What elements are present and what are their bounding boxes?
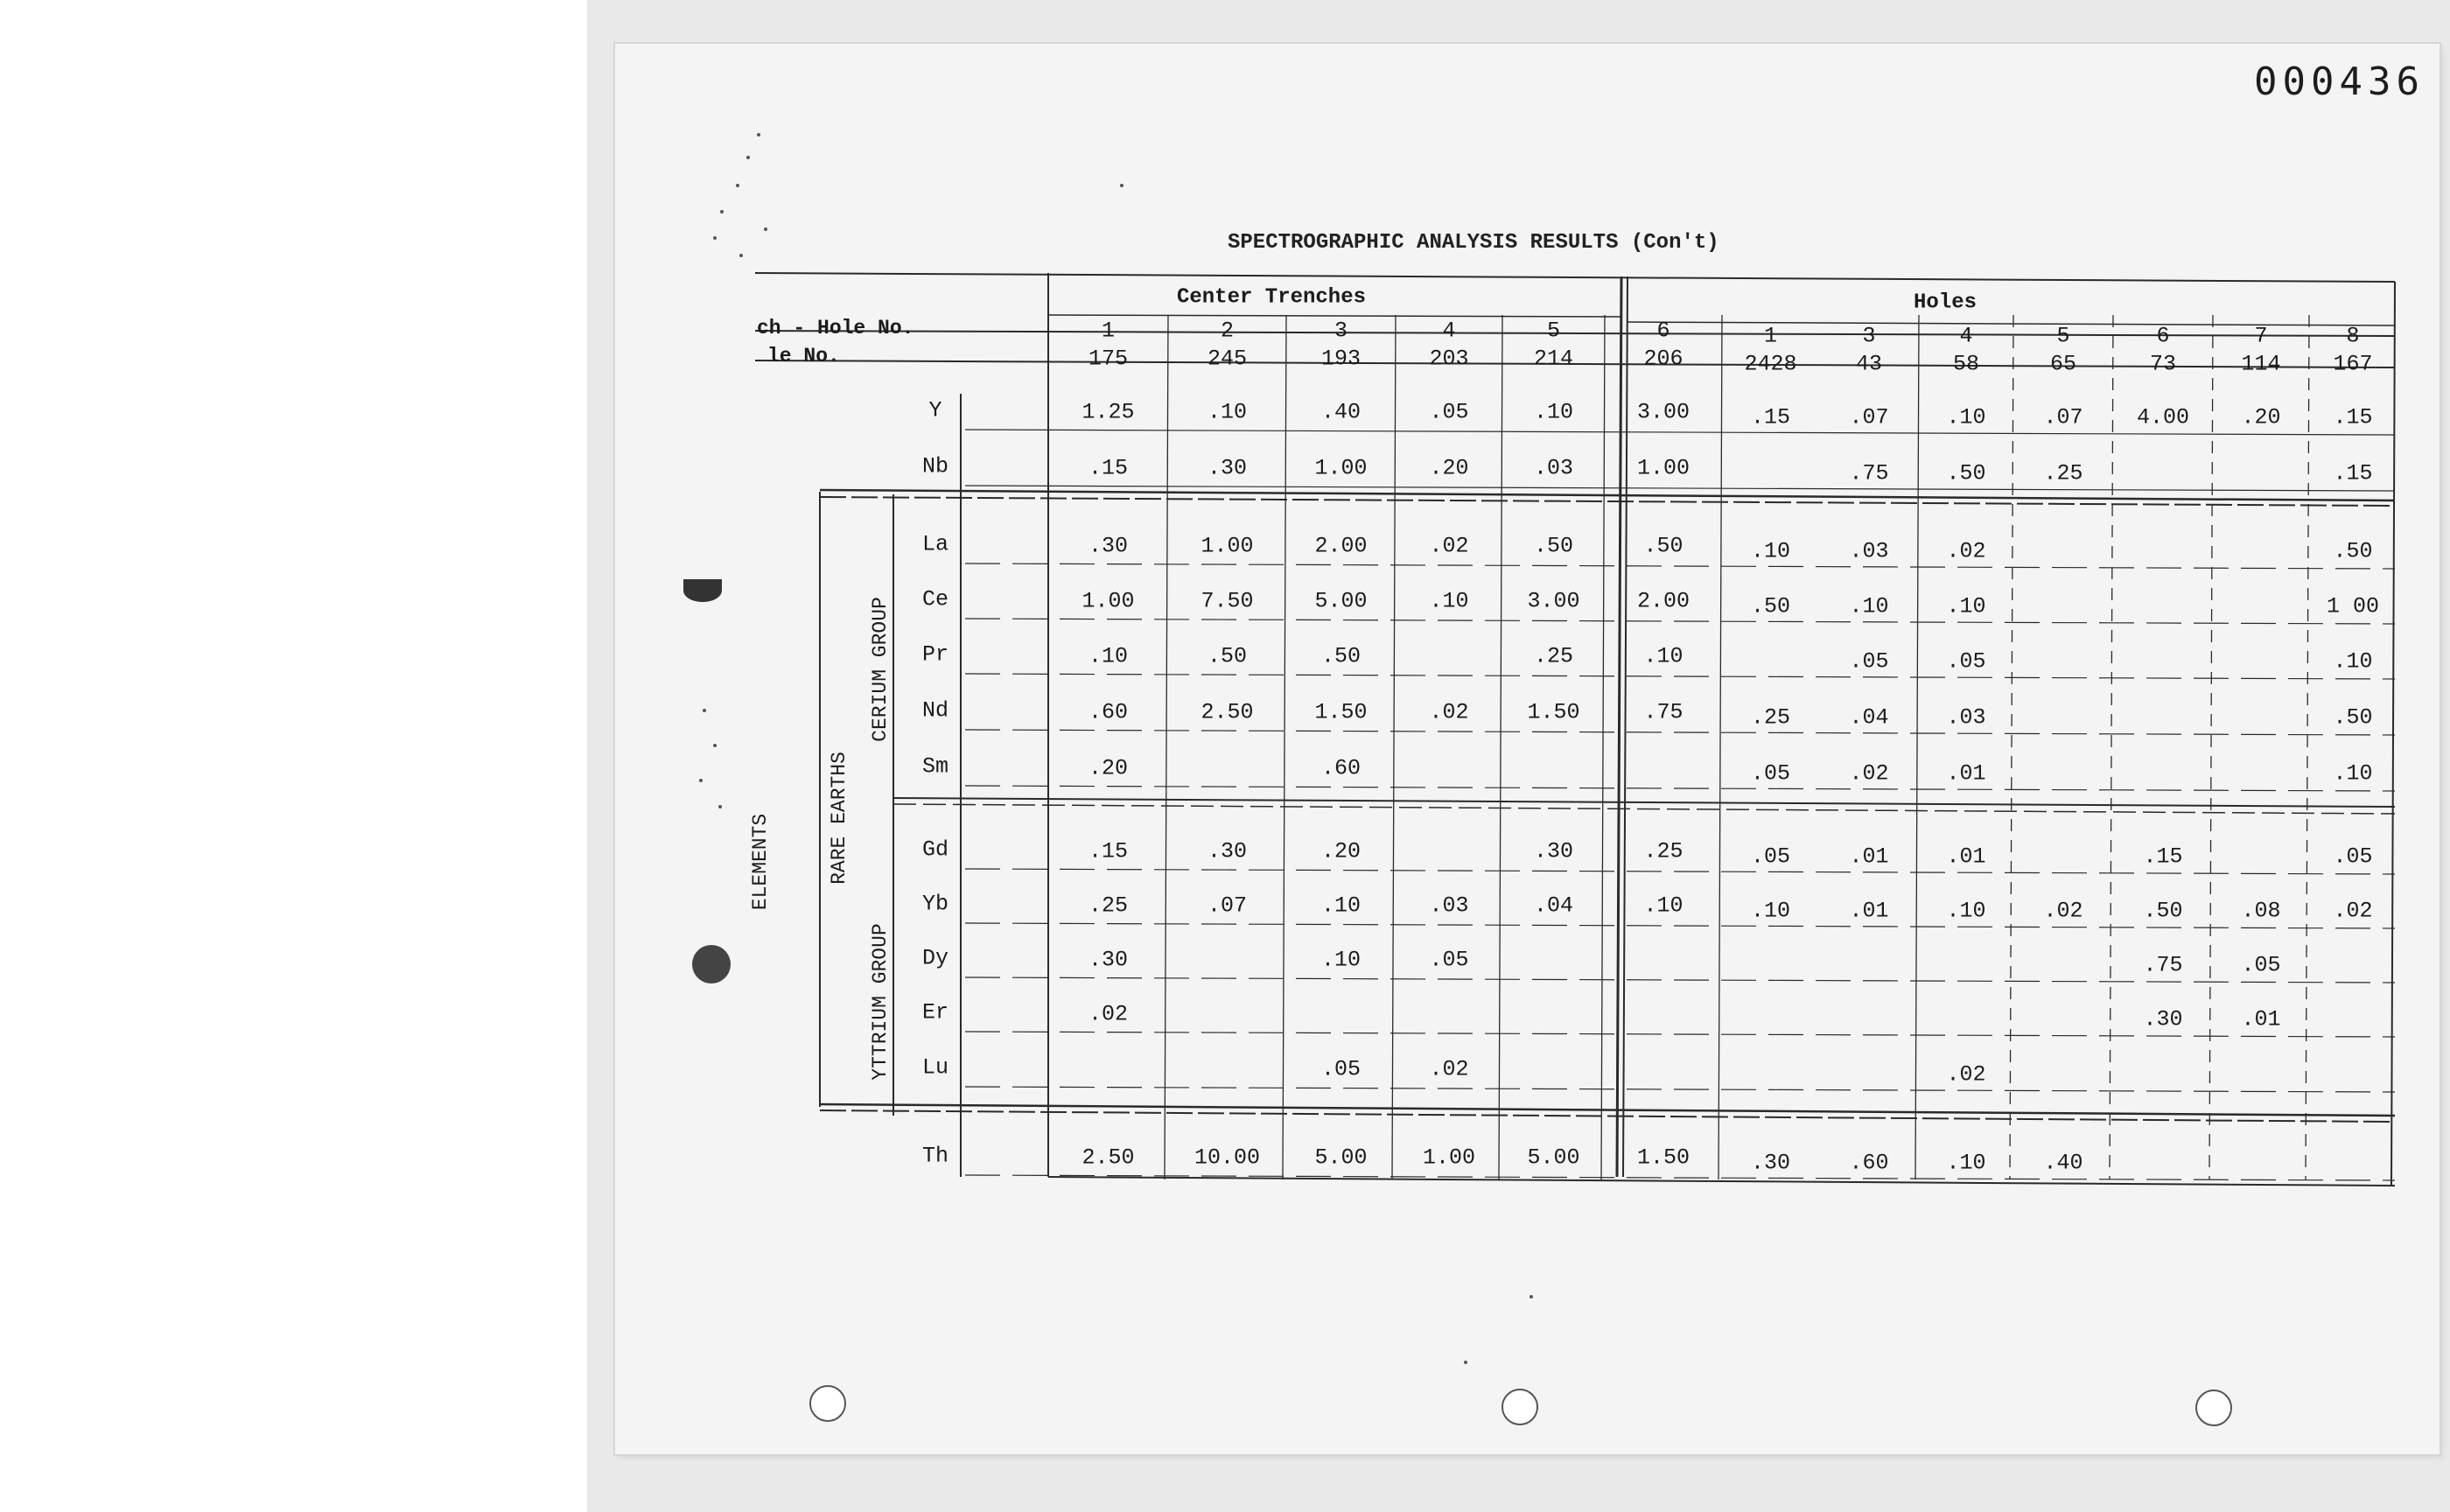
scan-speck xyxy=(1464,1361,1467,1364)
table-cell-value: .60 xyxy=(1088,699,1129,725)
column-number: 6 xyxy=(2156,323,2170,349)
table-cell-value: .10 xyxy=(1643,643,1684,669)
sample-number: 114 xyxy=(2241,351,2281,377)
column-number: 3 xyxy=(1862,323,1876,349)
table-cell-value: .10 xyxy=(1750,538,1791,564)
table-cell-value: .20 xyxy=(1320,838,1362,864)
group-divider-line xyxy=(1623,276,1628,1177)
table-cell-value: .30 xyxy=(1750,1150,1791,1176)
table-cell-value: .10 xyxy=(1946,898,1986,924)
sample-number: 58 xyxy=(1952,351,1980,377)
scan-speck xyxy=(1120,184,1124,187)
cerium-group-label: CERIUM GROUP xyxy=(869,597,892,742)
table-cell-value: 2.00 xyxy=(1314,533,1368,559)
table-cell-value: .15 xyxy=(1088,838,1129,864)
table-cell-value: .75 xyxy=(2143,952,2183,978)
header-bottom-line xyxy=(755,360,2395,368)
table-cell-value: 2.50 xyxy=(1082,1144,1135,1171)
table-cell-value: .05 xyxy=(1849,648,1889,675)
table-cell-value: .02 xyxy=(1946,538,1986,564)
table-cell-value: .10 xyxy=(1946,593,1986,620)
table-cell-value: .05 xyxy=(1750,844,1791,870)
row-line xyxy=(965,1087,2395,1092)
binder-hole-left xyxy=(809,1385,846,1422)
binder-hole-right xyxy=(2195,1390,2232,1426)
table-cell-value: 5.00 xyxy=(1314,1144,1368,1171)
table-cell-value: .03 xyxy=(1946,704,1986,731)
scan-speck xyxy=(720,210,724,214)
table-cell-value: .60 xyxy=(1849,1150,1889,1176)
subheader-line xyxy=(1048,315,1621,317)
column-line xyxy=(1718,315,1722,1180)
table-cell-value: .30 xyxy=(1088,947,1129,973)
element-symbol: Er xyxy=(921,999,949,1026)
element-symbol: Pr xyxy=(921,641,949,668)
sample-number: 245 xyxy=(1207,346,1248,372)
element-symbol: La xyxy=(921,531,949,557)
table-cell-value: .10 xyxy=(1207,399,1248,425)
row-line xyxy=(965,786,2395,791)
table-right-edge xyxy=(2391,282,2395,1186)
table-cell-value: .15 xyxy=(2143,844,2183,870)
column-number: 8 xyxy=(2346,323,2360,349)
yttrium-group-label: YTTRIUM GROUP xyxy=(869,923,892,1081)
ink-blot xyxy=(683,579,722,602)
elements-label: ELEMENTS xyxy=(749,813,772,911)
table-cell-value: 4.00 xyxy=(2136,404,2190,430)
header-mid-line xyxy=(755,331,2395,336)
table-cell-value: 1.25 xyxy=(1082,399,1135,425)
row-line xyxy=(965,730,2395,735)
table-cell-value: .30 xyxy=(1207,455,1248,481)
table-cell-value: .07 xyxy=(1849,404,1889,430)
table-cell-value: .02 xyxy=(1429,699,1469,725)
table-cell-value: .10 xyxy=(1849,593,1889,620)
table-cell-value: .50 xyxy=(1643,533,1684,559)
table-cell-value: 1.00 xyxy=(1422,1144,1476,1171)
column-number: 7 xyxy=(2254,323,2268,349)
rare-earths-label: RARE EARTHS xyxy=(828,752,850,885)
element-symbol: Sm xyxy=(921,753,949,780)
scan-speck xyxy=(739,254,743,257)
trench-hole-no-label: ch - Hole No. xyxy=(757,317,914,340)
table-cell-value: .02 xyxy=(2333,898,2373,924)
holes-header: Holes xyxy=(1913,290,1978,315)
row-line xyxy=(965,923,2395,928)
table-cell-value: .10 xyxy=(1320,947,1362,973)
column-line xyxy=(2110,315,2113,1180)
table-cell-value: .50 xyxy=(2333,704,2373,731)
table-cell-value: .05 xyxy=(2333,844,2373,870)
column-line xyxy=(1165,315,1168,1180)
table-cell-value: .75 xyxy=(1643,699,1684,725)
table-cell-value: .40 xyxy=(2043,1150,2083,1176)
header-top-line xyxy=(755,273,2395,282)
table-cell-value: .10 xyxy=(1946,404,1986,430)
scan-speck xyxy=(736,184,739,187)
column-line xyxy=(1601,315,1605,1180)
table-cell-value: .05 xyxy=(1429,947,1469,973)
table-cell-value: 1 00 xyxy=(2326,593,2380,620)
table-cell-value: .50 xyxy=(1207,643,1248,669)
table-cell-value: .10 xyxy=(2333,648,2373,675)
table-cell-value: .01 xyxy=(1946,760,1986,787)
row-line xyxy=(965,486,2395,491)
table-cell-value: .10 xyxy=(1429,588,1469,614)
table-cell-value: .10 xyxy=(2333,760,2373,787)
element-symbol: Ce xyxy=(921,586,949,612)
row-line xyxy=(965,1032,2395,1037)
table-cell-value: .01 xyxy=(1946,844,1986,870)
row-line xyxy=(965,619,2395,624)
table-cell-value: .03 xyxy=(1429,892,1469,919)
table-cell-value: .50 xyxy=(2333,538,2373,564)
table-cell-value: .30 xyxy=(2143,1006,2183,1032)
column-line xyxy=(2209,315,2213,1180)
scan-speck xyxy=(699,779,703,782)
column-number: 6 xyxy=(1656,318,1670,344)
table-cell-value: .04 xyxy=(1533,892,1574,919)
table-cell-value: .10 xyxy=(1750,898,1791,924)
document-title: SPECTROGRAPHIC ANALYSIS RESULTS (Con't) xyxy=(1228,231,1719,255)
table-cell-value: 2.00 xyxy=(1636,588,1690,614)
table-cell-value: 5.00 xyxy=(1314,588,1368,614)
sample-number: 193 xyxy=(1320,346,1362,372)
sample-number: 73 xyxy=(2149,351,2177,377)
row-line xyxy=(965,430,2395,435)
table-cell-value: .30 xyxy=(1088,533,1129,559)
column-number: 1 xyxy=(1763,323,1778,349)
sample-number: 65 xyxy=(2049,351,2077,377)
scanned-page xyxy=(615,44,2440,1454)
table-cell-value: 1.00 xyxy=(1082,588,1135,614)
table-cell-value: .15 xyxy=(1088,455,1129,481)
table-cell-value: .07 xyxy=(1207,892,1248,919)
ink-blot xyxy=(692,945,731,984)
rare-earth-bottom-line xyxy=(820,1110,2395,1122)
table-cell-value: .30 xyxy=(1533,838,1574,864)
sample-number: 43 xyxy=(1855,351,1883,377)
element-symbol: Nd xyxy=(921,697,949,724)
scan-speck xyxy=(713,744,717,747)
page-number-stamp: 000436 xyxy=(2254,60,2425,104)
table-cell-value: .01 xyxy=(1849,844,1889,870)
table-cell-value: .15 xyxy=(2333,460,2373,486)
table-cell-value: .25 xyxy=(1088,892,1129,919)
table-cell-value: .20 xyxy=(1088,755,1129,781)
table-cell-value: .50 xyxy=(1533,533,1574,559)
table-cell-value: .02 xyxy=(2043,898,2083,924)
table-cell-value: 10.00 xyxy=(1194,1144,1261,1171)
table-cell-value: .08 xyxy=(2241,898,2281,924)
table-cell-value: .25 xyxy=(1750,704,1791,731)
table-cell-value: .50 xyxy=(2143,898,2183,924)
scan-speck xyxy=(764,228,767,231)
scan-speck xyxy=(1530,1295,1533,1298)
column-line xyxy=(1499,315,1502,1180)
table-cell-value: .40 xyxy=(1320,399,1362,425)
scan-speck xyxy=(718,805,722,808)
row-line xyxy=(965,674,2395,679)
viewer-left-margin xyxy=(0,0,587,1512)
table-cell-value: .02 xyxy=(1849,760,1889,787)
table-cell-value: .50 xyxy=(1750,593,1791,620)
element-symbol: Nb xyxy=(921,453,949,480)
table-cell-value: .20 xyxy=(1429,455,1469,481)
table-cell-value: .10 xyxy=(1643,892,1684,919)
column-number: 4 xyxy=(1442,318,1456,344)
column-line xyxy=(2010,315,2013,1180)
scan-speck xyxy=(713,236,717,240)
element-symbol: Y xyxy=(928,397,942,424)
table-cell-value: .03 xyxy=(1533,455,1574,481)
table-cell-value: .04 xyxy=(1849,704,1889,731)
table-cell-value: .05 xyxy=(1429,399,1469,425)
table-cell-value: .75 xyxy=(1849,460,1889,486)
table-cell-value: 1.00 xyxy=(1314,455,1368,481)
table-cell-value: .25 xyxy=(2043,460,2083,486)
table-cell-value: 1.00 xyxy=(1200,533,1254,559)
table-cell-value: .50 xyxy=(1320,643,1362,669)
row-line xyxy=(965,564,2395,569)
table-cell-value: .01 xyxy=(1849,898,1889,924)
table-cell-value: 1.50 xyxy=(1527,699,1580,725)
table-grid-lines xyxy=(615,44,2440,1454)
sample-number: 2428 xyxy=(1744,351,1797,377)
table-cell-value: .25 xyxy=(1533,643,1574,669)
column-number: 4 xyxy=(1959,323,1973,349)
table-cell-value: 1.00 xyxy=(1636,455,1690,481)
table-cell-value: .10 xyxy=(1088,643,1129,669)
table-cell-value: 3.00 xyxy=(1527,588,1580,614)
table-cell-value: .30 xyxy=(1207,838,1248,864)
table-cell-value: .05 xyxy=(1946,648,1986,675)
table-cell-value: .25 xyxy=(1643,838,1684,864)
table-cell-value: .03 xyxy=(1849,538,1889,564)
table-cell-value: .15 xyxy=(1750,404,1791,430)
table-cell-value: .10 xyxy=(1946,1150,1986,1176)
column-number: 5 xyxy=(1546,318,1561,344)
row-line xyxy=(965,977,2395,983)
sample-number: 175 xyxy=(1088,346,1129,372)
column-line xyxy=(1283,315,1286,1180)
group-divider-line xyxy=(1617,276,1621,1177)
table-cell-value: .10 xyxy=(1320,892,1362,919)
table-cell-value: .02 xyxy=(1429,533,1469,559)
column-number: 5 xyxy=(2056,323,2070,349)
column-line xyxy=(1392,315,1396,1180)
sample-number: 206 xyxy=(1643,346,1684,372)
row-line xyxy=(965,869,2395,874)
table-cell-value: .60 xyxy=(1320,755,1362,781)
scan-speck xyxy=(746,156,750,159)
element-symbol: Dy xyxy=(921,945,949,971)
element-symbol: Yb xyxy=(921,891,949,917)
element-symbol: Th xyxy=(921,1143,949,1169)
scan-speck xyxy=(757,133,760,136)
element-symbol: Gd xyxy=(921,836,949,863)
center-trenches-header: Center Trenches xyxy=(1176,285,1367,310)
table-cell-value: .20 xyxy=(2241,404,2281,430)
table-cell-value: 2.50 xyxy=(1200,699,1254,725)
column-number: 3 xyxy=(1334,318,1348,344)
table-cell-value: .05 xyxy=(1320,1056,1362,1082)
sample-number: 203 xyxy=(1429,346,1469,372)
column-number: 2 xyxy=(1220,318,1235,344)
table-cell-value: 5.00 xyxy=(1527,1144,1580,1171)
table-cell-value: 7.50 xyxy=(1200,588,1254,614)
table-cell-value: .15 xyxy=(2333,404,2373,430)
sample-no-label: le No. xyxy=(767,345,840,368)
scan-speck xyxy=(703,709,706,712)
table-cell-value: .50 xyxy=(1946,460,1986,486)
sample-number: 167 xyxy=(2333,351,2373,377)
element-symbol: Lu xyxy=(921,1054,949,1081)
table-cell-value: .10 xyxy=(1533,399,1574,425)
table-cell-value: .07 xyxy=(2043,404,2083,430)
binder-hole-center xyxy=(1502,1389,1538,1425)
column-line xyxy=(1915,315,1919,1180)
table-cell-value: 3.00 xyxy=(1636,399,1690,425)
column-line xyxy=(2306,315,2309,1180)
rare-earth-bottom-line xyxy=(820,1104,2395,1116)
table-cell-value: .02 xyxy=(1088,1001,1129,1027)
table-cell-value: .05 xyxy=(1750,760,1791,787)
subheader-line xyxy=(1628,322,2395,326)
table-cell-value: .05 xyxy=(2241,952,2281,978)
table-cell-value: 1.50 xyxy=(1314,699,1368,725)
sample-number: 214 xyxy=(1533,346,1574,372)
table-cell-value: .01 xyxy=(2241,1006,2281,1032)
column-number: 1 xyxy=(1101,318,1116,344)
table-cell-value: 1.50 xyxy=(1636,1144,1690,1171)
table-cell-value: .02 xyxy=(1429,1056,1469,1082)
table-cell-value: .02 xyxy=(1946,1061,1986,1088)
